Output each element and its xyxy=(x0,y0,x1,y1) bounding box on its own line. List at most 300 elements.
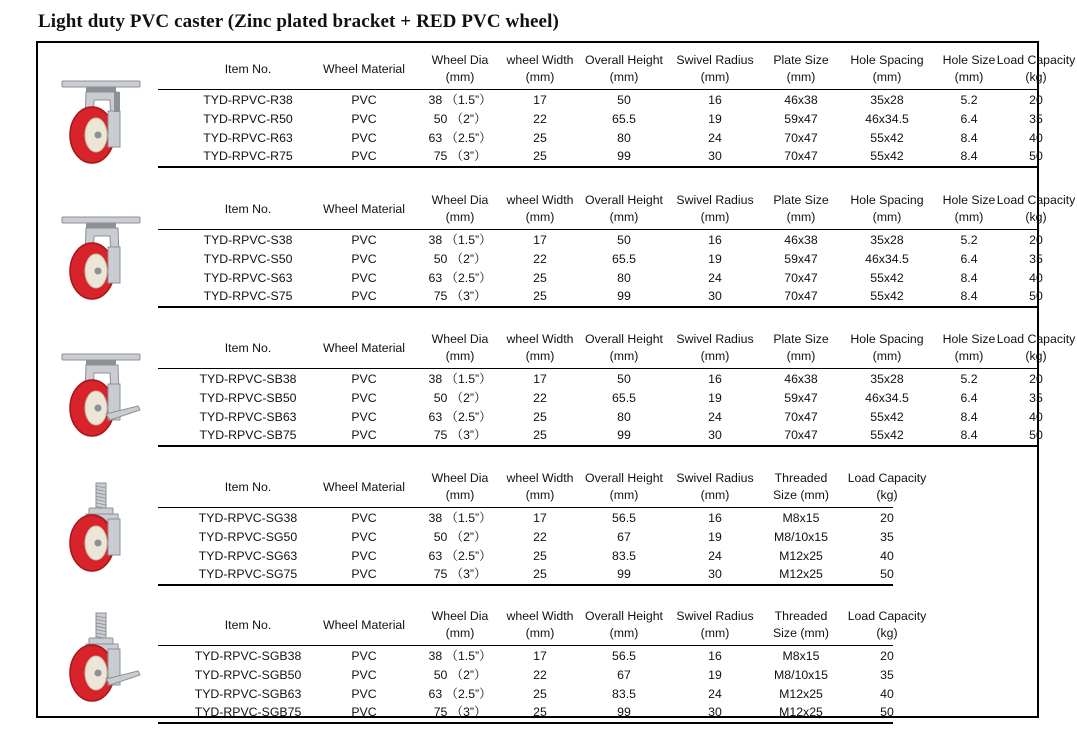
table-cell: 46x34.5 xyxy=(865,252,909,266)
table-cell: 6.4 xyxy=(960,391,978,405)
table-cell: 56.5 xyxy=(612,511,636,525)
table-cell: 75 （3”） xyxy=(433,567,487,581)
column-header-line: (mm) xyxy=(445,626,475,640)
table-cell: 50 xyxy=(1029,428,1043,442)
column-header xyxy=(995,51,1077,87)
column-header xyxy=(766,191,836,227)
table-cell: 50 xyxy=(1029,149,1043,163)
table-cell: 50 （2”） xyxy=(433,112,487,126)
threaded-stem-caster-icon xyxy=(56,479,146,575)
table-cell: 63 （2.5”） xyxy=(428,410,492,424)
table-cell: 8.4 xyxy=(960,428,978,442)
column-header-line: Wheel Dia xyxy=(431,193,489,207)
column-header xyxy=(579,191,669,227)
column-header-line: (mm) xyxy=(872,70,902,84)
column-header xyxy=(425,191,495,227)
table-cell: 25 xyxy=(533,567,547,581)
table-cell: M12x25 xyxy=(779,705,823,719)
table-cell: 38 （1.5”） xyxy=(428,511,492,525)
table-cell: 25 xyxy=(533,428,547,442)
table-cell: 99 xyxy=(617,149,631,163)
table-row xyxy=(158,231,1058,250)
column-header-line: Swivel Radius xyxy=(676,609,754,623)
column-header-line: Swivel Radius xyxy=(676,53,754,67)
table-cell: 50 xyxy=(617,93,631,107)
column-header-line: (mm) xyxy=(609,626,639,640)
table-row xyxy=(158,91,1058,110)
table-cell: TYD-RPVC-S38 xyxy=(203,233,293,247)
column-header-line: Hole Spacing xyxy=(850,193,924,207)
column-header xyxy=(844,607,930,643)
table-cell: TYD-RPVC-R63 xyxy=(203,131,293,145)
table-cell: 5.2 xyxy=(960,233,978,247)
table-cell: 99 xyxy=(617,289,631,303)
table-cell: 6.4 xyxy=(960,252,978,266)
table-cell: PVC xyxy=(351,149,377,163)
table-bottom-rule xyxy=(158,722,893,724)
column-header-line: Overall Height xyxy=(585,53,663,67)
table-cell: 38 （1.5”） xyxy=(428,233,492,247)
table-cell: 8.4 xyxy=(960,131,978,145)
table-row xyxy=(158,528,1058,547)
column-header-line: Overall Height xyxy=(585,332,663,346)
table-row xyxy=(158,129,1058,148)
column-header-line: (mm) xyxy=(445,488,475,502)
column-header-line: Plate Size xyxy=(773,53,829,67)
column-header-line: (mm) xyxy=(525,626,555,640)
table-cell: 38 （1.5”） xyxy=(428,93,492,107)
column-header xyxy=(193,51,303,87)
table-row xyxy=(158,408,1058,427)
table-cell: 20 xyxy=(880,649,894,663)
table-cell: 35x28 xyxy=(870,93,904,107)
column-header-line: Swivel Radius xyxy=(676,193,754,207)
column-header xyxy=(939,191,999,227)
table-bottom-rule xyxy=(158,166,1038,168)
table-cell: 99 xyxy=(617,705,631,719)
column-header xyxy=(844,51,930,87)
column-header xyxy=(425,607,495,643)
table-cell: M12x25 xyxy=(779,687,823,701)
column-header-line: Wheel Material xyxy=(322,201,405,216)
column-header xyxy=(500,51,580,87)
column-header-line: Swivel Radius xyxy=(676,471,754,485)
table-cell: 19 xyxy=(708,252,722,266)
column-header-line: (mm) xyxy=(700,488,730,502)
column-header-line: Load Capacity xyxy=(847,471,927,485)
table-cell: 16 xyxy=(708,511,722,525)
swivel-plate-caster-icon xyxy=(56,207,146,303)
table-cell: 19 xyxy=(708,112,722,126)
column-header xyxy=(500,469,580,505)
table-cell: 50 xyxy=(880,567,894,581)
column-header-line: Wheel Material xyxy=(322,340,405,355)
column-header-line: Load Capacity xyxy=(996,332,1076,346)
table-cell: PVC xyxy=(351,289,377,303)
column-header xyxy=(500,330,580,366)
table-cell: 55x42 xyxy=(870,149,904,163)
table-cell: 25 xyxy=(533,131,547,145)
table-cell: 5.2 xyxy=(960,93,978,107)
table-cell: PVC xyxy=(351,567,377,581)
column-header-line: (mm) xyxy=(609,210,639,224)
table-cell: PVC xyxy=(351,252,377,266)
table-cell: 30 xyxy=(708,149,722,163)
column-header-line: (kg) xyxy=(1025,349,1047,363)
table-cell: 17 xyxy=(533,511,547,525)
column-header-line: Hole Spacing xyxy=(850,332,924,346)
table-cell: TYD-RPVC-SG75 xyxy=(198,567,298,581)
table-cell: 50 （2”） xyxy=(433,391,487,405)
column-header-line: Wheel Dia xyxy=(431,471,489,485)
table-cell: 35 xyxy=(880,668,894,682)
column-header xyxy=(673,607,757,643)
column-header-line: (kg) xyxy=(1025,70,1047,84)
column-header-line: Swivel Radius xyxy=(676,332,754,346)
column-header-line: (kg) xyxy=(876,626,898,640)
column-header-line: (mm) xyxy=(786,210,816,224)
column-header-line: (mm) xyxy=(609,488,639,502)
table-cell: 25 xyxy=(533,149,547,163)
table-cell: 83.5 xyxy=(612,687,636,701)
column-header-line: (mm) xyxy=(786,70,816,84)
table-row xyxy=(158,703,1058,722)
table-cell: 46x38 xyxy=(784,233,818,247)
column-header-line: Wheel Dia xyxy=(431,53,489,67)
column-header-line: (mm) xyxy=(786,349,816,363)
table-row xyxy=(158,370,1058,389)
table-cell: PVC xyxy=(351,233,377,247)
column-header-line: (mm) xyxy=(700,210,730,224)
table-bottom-rule xyxy=(158,584,893,586)
column-header-line: Size (mm) xyxy=(772,626,829,640)
table-cell: 75 （3”） xyxy=(433,149,487,163)
table-cell: 50 xyxy=(617,372,631,386)
column-header xyxy=(193,191,303,227)
column-header-line: Item No. xyxy=(224,479,272,494)
table-cell: 40 xyxy=(1029,410,1043,424)
table-cell: 6.4 xyxy=(960,112,978,126)
table-cell: 75 （3”） xyxy=(433,428,487,442)
header-rule xyxy=(158,507,893,508)
table-cell: 50 （2”） xyxy=(433,252,487,266)
column-header xyxy=(316,191,412,227)
column-header-line: Plate Size xyxy=(773,193,829,207)
column-header xyxy=(193,607,303,643)
column-header xyxy=(766,607,836,643)
table-cell: 17 xyxy=(533,649,547,663)
table-cell: 24 xyxy=(708,410,722,424)
table-cell: 63 （2.5”） xyxy=(428,271,492,285)
column-header xyxy=(766,330,836,366)
table-cell: 59x47 xyxy=(784,391,818,405)
table-cell: 24 xyxy=(708,549,722,563)
table-cell: 25 xyxy=(533,687,547,701)
table-cell: 30 xyxy=(708,567,722,581)
table-cell: 35 xyxy=(880,530,894,544)
table-cell: PVC xyxy=(351,372,377,386)
spec-section xyxy=(38,469,1039,589)
table-cell: 22 xyxy=(533,668,547,682)
table-cell: 19 xyxy=(708,530,722,544)
table-cell: 70x47 xyxy=(784,289,818,303)
column-header xyxy=(316,330,412,366)
table-cell: 75 （3”） xyxy=(433,705,487,719)
column-header xyxy=(766,469,836,505)
column-header-line: (mm) xyxy=(954,70,984,84)
column-header-line: (kg) xyxy=(1025,210,1047,224)
column-header-line: (mm) xyxy=(872,349,902,363)
table-cell: 65.5 xyxy=(612,112,636,126)
table-cell: TYD-RPVC-SB38 xyxy=(199,372,297,386)
table-cell: 80 xyxy=(617,131,631,145)
column-header-line: Item No. xyxy=(224,201,272,216)
table-cell: 25 xyxy=(533,271,547,285)
table-cell: 99 xyxy=(617,567,631,581)
table-cell: TYD-RPVC-S75 xyxy=(203,289,293,303)
table-row xyxy=(158,565,1058,584)
table-cell: PVC xyxy=(351,511,377,525)
table-cell: 30 xyxy=(708,705,722,719)
column-header-line: Hole Size xyxy=(942,193,996,207)
column-header xyxy=(579,51,669,87)
table-cell: 50 xyxy=(617,233,631,247)
table-cell: M12x25 xyxy=(779,567,823,581)
table-cell: 55x42 xyxy=(870,428,904,442)
table-cell: TYD-RPVC-R50 xyxy=(203,112,293,126)
column-header-line: (mm) xyxy=(445,349,475,363)
column-header xyxy=(500,607,580,643)
table-cell: M8x15 xyxy=(782,511,820,525)
table-cell: 22 xyxy=(533,391,547,405)
table-row xyxy=(158,685,1058,704)
table-row xyxy=(158,509,1058,528)
column-header xyxy=(193,330,303,366)
table-cell: 17 xyxy=(533,233,547,247)
threaded-stem-brake-caster-icon xyxy=(56,609,146,705)
table-cell: 8.4 xyxy=(960,149,978,163)
column-header-line: (mm) xyxy=(525,488,555,502)
table-cell: M8x15 xyxy=(782,649,820,663)
table-cell: TYD-RPVC-SB63 xyxy=(199,410,297,424)
table-cell: PVC xyxy=(351,705,377,719)
table-row xyxy=(158,666,1058,685)
table-cell: 30 xyxy=(708,289,722,303)
spec-section xyxy=(38,51,1076,171)
column-header xyxy=(425,330,495,366)
header-rule xyxy=(158,645,893,646)
column-header-line: Wheel Material xyxy=(322,61,405,76)
table-cell: 50 xyxy=(880,705,894,719)
table-cell: TYD-RPVC-SGB50 xyxy=(194,668,302,682)
table-cell: 50 （2”） xyxy=(433,530,487,544)
table-cell: 35 xyxy=(1029,252,1043,266)
table-cell: 20 xyxy=(1029,233,1043,247)
column-header xyxy=(939,330,999,366)
table-cell: TYD-RPVC-SG63 xyxy=(198,549,298,563)
table-cell: M8/10x15 xyxy=(773,530,828,544)
column-header-line: Load Capacity xyxy=(996,193,1076,207)
table-cell: PVC xyxy=(351,410,377,424)
table-cell: 24 xyxy=(708,271,722,285)
table-cell: 8.4 xyxy=(960,289,978,303)
table-cell: 30 xyxy=(708,428,722,442)
header-rule xyxy=(158,229,1038,230)
column-header-line: (mm) xyxy=(700,349,730,363)
table-cell: 59x47 xyxy=(784,252,818,266)
column-header xyxy=(844,191,930,227)
table-cell: 55x42 xyxy=(870,289,904,303)
column-header-line: Wheel Material xyxy=(322,617,405,632)
column-header-line: (mm) xyxy=(954,210,984,224)
fixed-plate-caster-icon xyxy=(56,71,146,167)
table-cell: 65.5 xyxy=(612,252,636,266)
table-cell: 20 xyxy=(1029,372,1043,386)
column-header-line: (mm) xyxy=(525,210,555,224)
header-rule xyxy=(158,368,1038,369)
table-cell: 22 xyxy=(533,112,547,126)
table-cell: TYD-RPVC-SG38 xyxy=(198,511,298,525)
column-header-line: Item No. xyxy=(224,340,272,355)
table-bottom-rule xyxy=(158,445,1038,447)
table-cell: 99 xyxy=(617,428,631,442)
table-cell: PVC xyxy=(351,131,377,145)
column-header-line: (mm) xyxy=(445,210,475,224)
table-cell: 16 xyxy=(708,649,722,663)
column-header-line: Overall Height xyxy=(585,193,663,207)
table-cell: PVC xyxy=(351,93,377,107)
table-cell: TYD-RPVC-SB75 xyxy=(199,428,297,442)
table-cell: 40 xyxy=(880,549,894,563)
table-cell: 83.5 xyxy=(612,549,636,563)
table-cell: 38 （1.5”） xyxy=(428,372,492,386)
header-rule xyxy=(158,89,1038,90)
table-cell: PVC xyxy=(351,112,377,126)
column-header-line: Threaded xyxy=(774,609,828,623)
column-header-line: wheel Width xyxy=(506,609,574,623)
table-row xyxy=(158,389,1058,408)
column-header xyxy=(673,51,757,87)
table-cell: TYD-RPVC-SG50 xyxy=(198,530,298,544)
table-cell: 55x42 xyxy=(870,410,904,424)
table-cell: PVC xyxy=(351,649,377,663)
table-cell: 25 xyxy=(533,705,547,719)
column-header-line: Wheel Dia xyxy=(431,609,489,623)
table-cell: 63 （2.5”） xyxy=(428,687,492,701)
table-cell: 24 xyxy=(708,687,722,701)
table-cell: 70x47 xyxy=(784,428,818,442)
column-header-line: Hole Spacing xyxy=(850,53,924,67)
swivel-brake-plate-caster-icon xyxy=(56,344,146,440)
table-cell: TYD-RPVC-SB50 xyxy=(199,391,297,405)
column-header-line: Item No. xyxy=(224,61,272,76)
table-cell: 65.5 xyxy=(612,391,636,405)
column-header-line: (kg) xyxy=(876,488,898,502)
table-cell: 25 xyxy=(533,289,547,303)
table-cell: 63 （2.5”） xyxy=(428,131,492,145)
table-cell: TYD-RPVC-S63 xyxy=(203,271,293,285)
table-row xyxy=(158,647,1058,666)
column-header xyxy=(193,469,303,505)
table-cell: 8.4 xyxy=(960,271,978,285)
table-cell: 56.5 xyxy=(612,649,636,663)
column-header xyxy=(579,607,669,643)
table-cell: 17 xyxy=(533,372,547,386)
table-cell: 40 xyxy=(1029,131,1043,145)
column-header-line: Wheel Material xyxy=(322,479,405,494)
table-cell: 20 xyxy=(1029,93,1043,107)
table-cell: PVC xyxy=(351,687,377,701)
column-header-line: Hole Size xyxy=(942,332,996,346)
table-cell: M12x25 xyxy=(779,549,823,563)
table-cell: 22 xyxy=(533,252,547,266)
table-cell: 25 xyxy=(533,410,547,424)
table-cell: 46x34.5 xyxy=(865,391,909,405)
table-row xyxy=(158,269,1058,288)
column-header-line: wheel Width xyxy=(506,53,574,67)
column-header-line: Overall Height xyxy=(585,609,663,623)
table-cell: 80 xyxy=(617,271,631,285)
table-cell: 17 xyxy=(533,93,547,107)
table-cell: TYD-RPVC-R75 xyxy=(203,149,293,163)
table-cell: 20 xyxy=(880,511,894,525)
table-cell: 35 xyxy=(1029,112,1043,126)
column-header-line: Item No. xyxy=(224,617,272,632)
column-header-line: (mm) xyxy=(700,70,730,84)
column-header-line: (mm) xyxy=(525,349,555,363)
table-cell: TYD-RPVC-S50 xyxy=(203,252,293,266)
table-cell: 46x38 xyxy=(784,372,818,386)
table-cell: 80 xyxy=(617,410,631,424)
table-cell: 5.2 xyxy=(960,372,978,386)
table-cell: 55x42 xyxy=(870,271,904,285)
column-header xyxy=(673,191,757,227)
table-cell: 55x42 xyxy=(870,131,904,145)
table-cell: 70x47 xyxy=(784,149,818,163)
table-cell: 16 xyxy=(708,93,722,107)
column-header-line: (mm) xyxy=(525,70,555,84)
column-header xyxy=(844,469,930,505)
column-header xyxy=(844,330,930,366)
table-cell: 70x47 xyxy=(784,131,818,145)
column-header xyxy=(939,51,999,87)
table-cell: 8.4 xyxy=(960,410,978,424)
table-row xyxy=(158,110,1058,129)
table-cell: 19 xyxy=(708,391,722,405)
column-header xyxy=(316,51,412,87)
column-header xyxy=(995,191,1077,227)
table-cell: 50 （2”） xyxy=(433,668,487,682)
table-cell: 22 xyxy=(533,530,547,544)
column-header-line: wheel Width xyxy=(506,471,574,485)
column-header-line: Wheel Dia xyxy=(431,332,489,346)
column-header xyxy=(500,191,580,227)
table-cell: 38 （1.5”） xyxy=(428,649,492,663)
column-header-line: (mm) xyxy=(445,70,475,84)
table-cell: 16 xyxy=(708,372,722,386)
column-header-line: (mm) xyxy=(872,210,902,224)
table-cell: 46x38 xyxy=(784,93,818,107)
column-header-line: Load Capacity xyxy=(847,609,927,623)
column-header xyxy=(579,330,669,366)
table-row xyxy=(158,426,1058,445)
column-header xyxy=(316,607,412,643)
column-header-line: Hole Size xyxy=(942,53,996,67)
table-cell: 50 xyxy=(1029,289,1043,303)
table-cell: 59x47 xyxy=(784,112,818,126)
table-cell: TYD-RPVC-SGB38 xyxy=(194,649,302,663)
table-cell: 19 xyxy=(708,668,722,682)
